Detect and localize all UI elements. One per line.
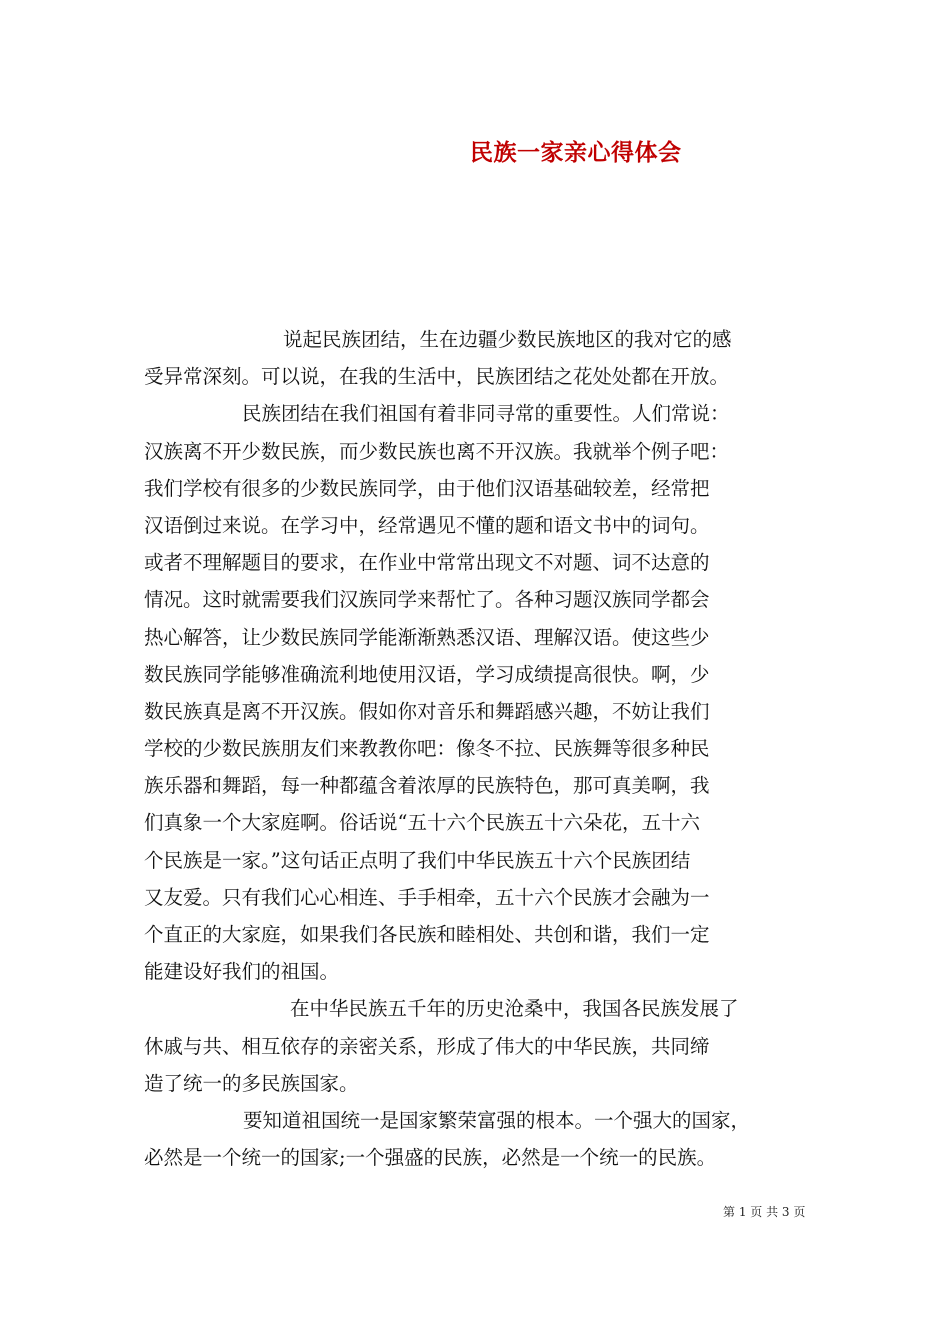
text-line: 数民族同学能够准确流利地使用汉语，学习成绩提高很快。啊，少 [144, 662, 710, 686]
paragraph [144, 990, 812, 1102]
text-line: 族乐器和舞蹈，每一种都蕴含着浓厚的民族特色，那可真美啊，我 [144, 774, 710, 798]
document-body [144, 321, 812, 1176]
text-line: 个民族是一家。”这句话正点明了我们中华民族五十六个民族团结 [144, 848, 691, 872]
text-line: 说起民族团结，生在边疆少数民族地区的我对它的感 [283, 328, 732, 351]
text-line: 个直正的大家庭，如果我们各民族和睦相处、共创和谐，我们一定 [144, 923, 710, 946]
text-line: 热心解答，让少数民族同学能渐渐熟悉汉语、理解汉语。使这些少 [144, 625, 710, 649]
text-line: 汉语倒过来说。在学习中，经常遇见不懂的题和语文书中的词句。 [144, 513, 710, 537]
paragraph [144, 321, 812, 395]
paragraph [144, 395, 812, 990]
text-line: 数民族真是离不开汉族。假如你对音乐和舞蹈感兴趣，不妨让我们 [144, 699, 710, 723]
text-line: 情况。这时就需要我们汉族同学来帮忙了。各种习题汉族同学都会 [144, 588, 710, 612]
text-line: 必然是一个统一的国家;一个强盛的民族，必然是一个统一的民族。 [144, 1146, 717, 1170]
text-line: 受异常深刻。可以说，在我的生活中，民族团结之花处处都在开放。 [144, 365, 730, 389]
text-line: 造了统一的多民族国家。 [144, 1071, 359, 1095]
text-line: 要知道祖国统一是国家繁荣富强的根本。一个强大的国家， [243, 1108, 751, 1132]
page-number-footer: 第 1 页 共 3 页 [723, 1205, 806, 1219]
text-line: 或者不理解题目的要求，在作业中常常出现文不对题、词不达意的 [144, 551, 710, 575]
text-line: 民族团结在我们祖国有着非同寻常的重要性。人们常说： [242, 402, 730, 426]
text-line: 们真象一个大家庭啊。俗话说“五十六个民族五十六朵花，五十六 [144, 811, 700, 835]
text-line: 汉族离不开少数民族，而少数民族也离不开汉族。我就举个例子吧： [144, 439, 730, 463]
text-line: 学校的少数民族朋友们来教教你吧：像冬不拉、民族舞等很多种民 [144, 737, 710, 761]
text-line: 能建设好我们的祖国。 [144, 960, 340, 984]
text-line: 又友爱。只有我们心心相连、手手相牵，五十六个民族才会融为一 [144, 885, 710, 909]
text-line: 在中华民族五千年的历史沧桑中，我国各民族发展了 [290, 997, 739, 1021]
text-line: 休戚与共、相互依存的亲密关系，形成了伟大的中华民族，共同缔 [144, 1034, 710, 1058]
paragraph [144, 1102, 812, 1176]
document-title: 民族一家亲心得体会 [470, 139, 682, 166]
text-line: 我们学校有很多的少数民族同学，由于他们汉语基础较差，经常把 [144, 476, 710, 500]
